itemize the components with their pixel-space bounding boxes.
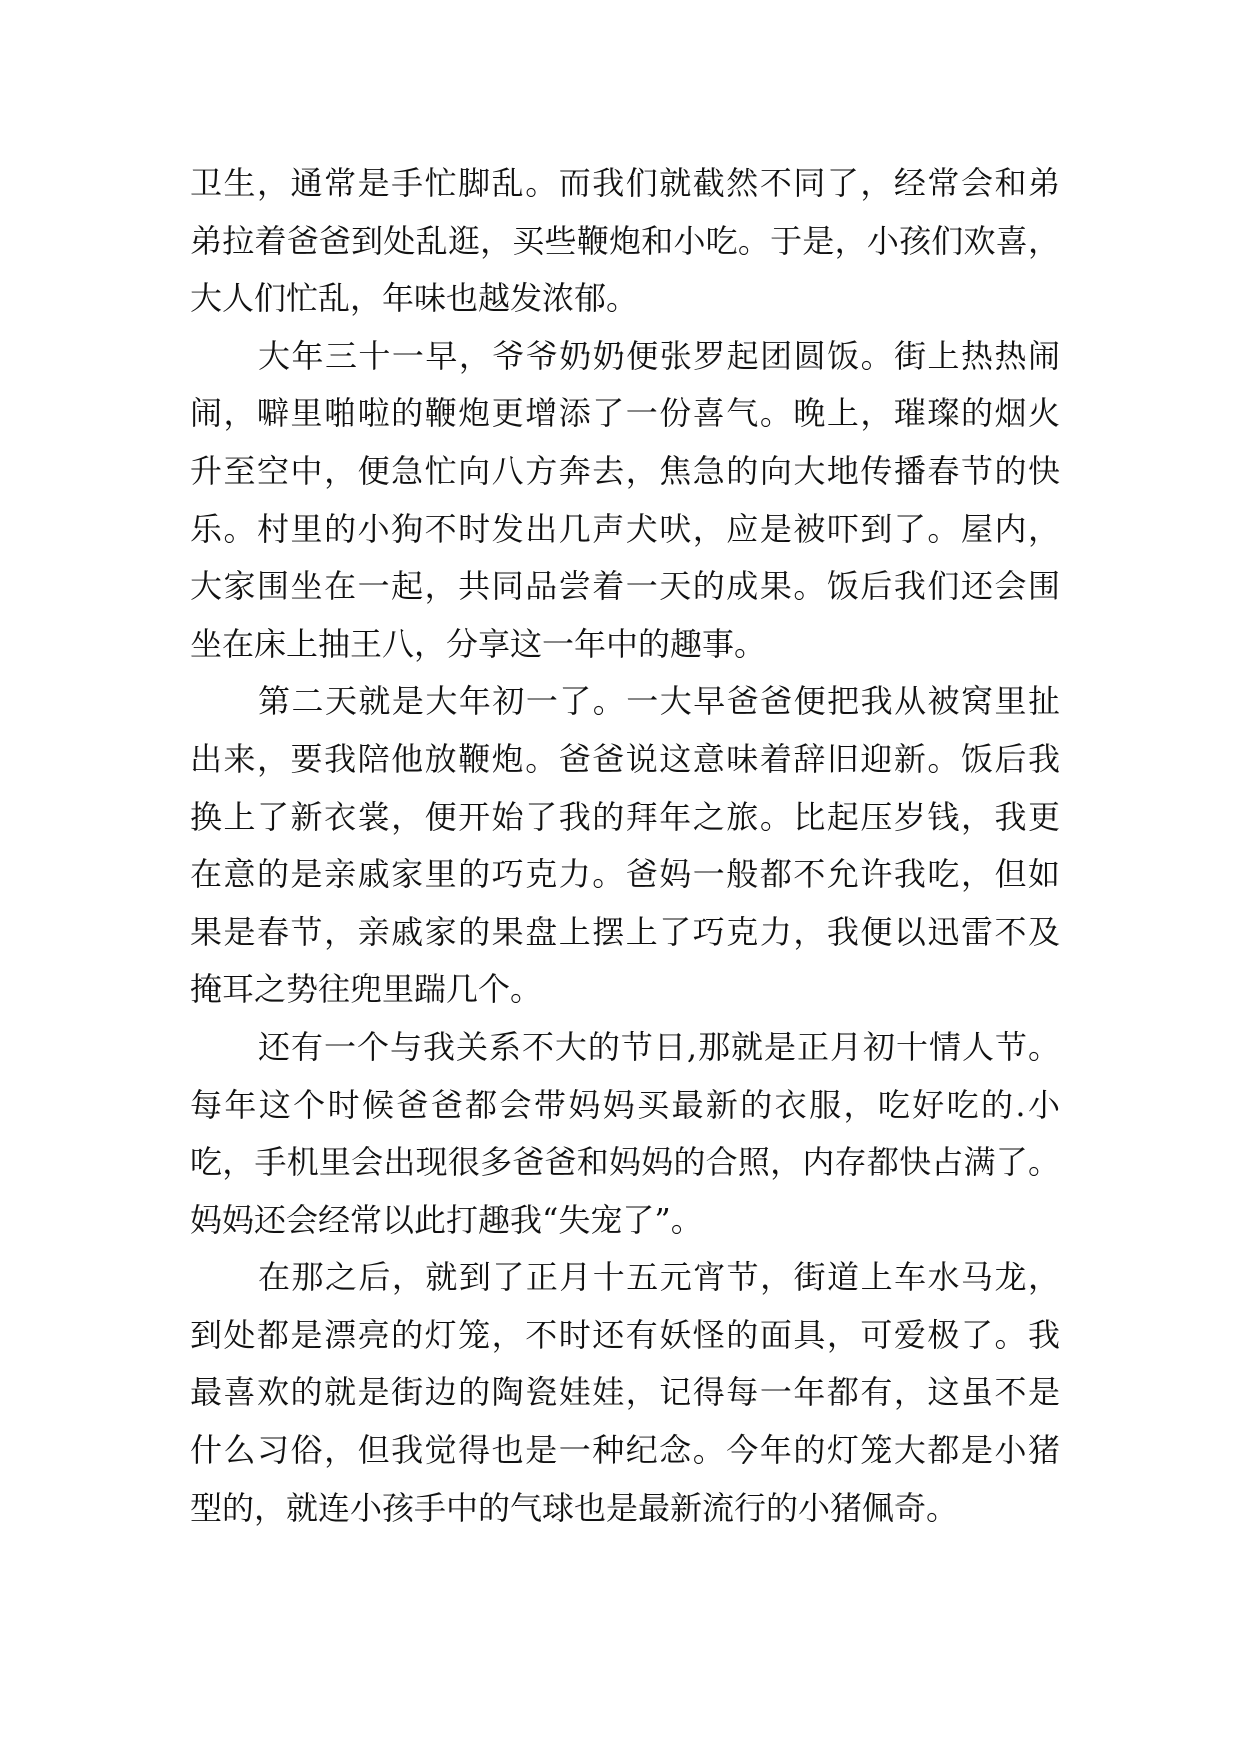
text-line: 妈妈还会经常以此打趣我“失宠了”。: [190, 1200, 703, 1239]
text-line: 坐在床上抽王八，分享这一年中的趣事。: [190, 624, 767, 663]
text-line: 升至空中，便急忙向八方奔去，焦急的向大地传播春节的快: [190, 451, 1060, 490]
text-line: 掩耳之势往兜里踹几个。: [190, 970, 543, 1009]
paragraph-2: [190, 328, 1060, 674]
text-line: 到处都是漂亮的灯笼，不时还有妖怪的面具，可爱极了。我: [190, 1315, 1060, 1354]
text-line: 大年三十一早，爷爷奶奶便张罗起团圆饭。街上热热闹: [258, 336, 1060, 375]
text-line: 闹，噼里啪啦的鞭炮更增添了一份喜气。晚上，璀璨的烟火: [190, 394, 1060, 433]
text-line: 型的，就连小孩手中的气球也是最新流行的小猪佩奇。: [190, 1488, 959, 1527]
text-line: 出来，要我陪他放鞭炮。爸爸说这意味着辞旧迎新。饭后我: [190, 739, 1060, 778]
text-line: 大人们忙乱，年味也越发浓郁。: [190, 279, 639, 318]
text-line: 在意的是亲戚家里的巧克力。爸妈一般都不允许我吃，但如: [190, 855, 1060, 894]
text-line: 大家围坐在一起，共同品尝着一天的成果。饭后我们还会围: [190, 567, 1060, 606]
paragraph-5: [190, 1249, 1060, 1537]
paragraph-3: [190, 673, 1060, 1019]
text-line: 乐。村里的小狗不时发出几声犬吠，应是被吓到了。屋内，: [190, 509, 1060, 548]
text-line: 果是春节，亲戚家的果盘上摆上了巧克力，我便以迅雷不及: [190, 912, 1060, 951]
text-line: 最喜欢的就是街边的陶瓷娃娃，记得每一年都有，这虽不是: [190, 1373, 1060, 1412]
text-line: 换上了新衣裳，便开始了我的拜年之旅。比起压岁钱，我更: [190, 797, 1060, 836]
text-line: 卫生，通常是手忙脚乱。而我们就截然不同了，经常会和弟: [190, 164, 1060, 202]
paragraph-1: [190, 155, 1060, 328]
text-line: 第二天就是大年初一了。一大早爸爸便把我从被窝里扯: [258, 682, 1060, 721]
text-line: 还有一个与我关系不大的节日,那就是正月初十情人节。: [258, 1027, 1060, 1066]
text-line: 在那之后，就到了正月十五元宵节，街道上车水马龙，: [258, 1258, 1060, 1297]
text-line: 吃，手机里会出现很多爸爸和妈妈的合照，内存都快占满了。: [190, 1143, 1060, 1182]
text-line: 什么习俗，但我觉得也是一种纪念。今年的灯笼大都是小猪: [190, 1431, 1060, 1470]
essay-body: [190, 155, 1060, 1537]
text-line: 弟拉着爸爸到处乱逛，买些鞭炮和小吃。于是，小孩们欢喜，: [190, 221, 1060, 260]
paragraph-4: [190, 1019, 1060, 1249]
text-line: 每年这个时候爸爸都会带妈妈买最新的衣服，吃好吃的.小: [190, 1085, 1060, 1124]
